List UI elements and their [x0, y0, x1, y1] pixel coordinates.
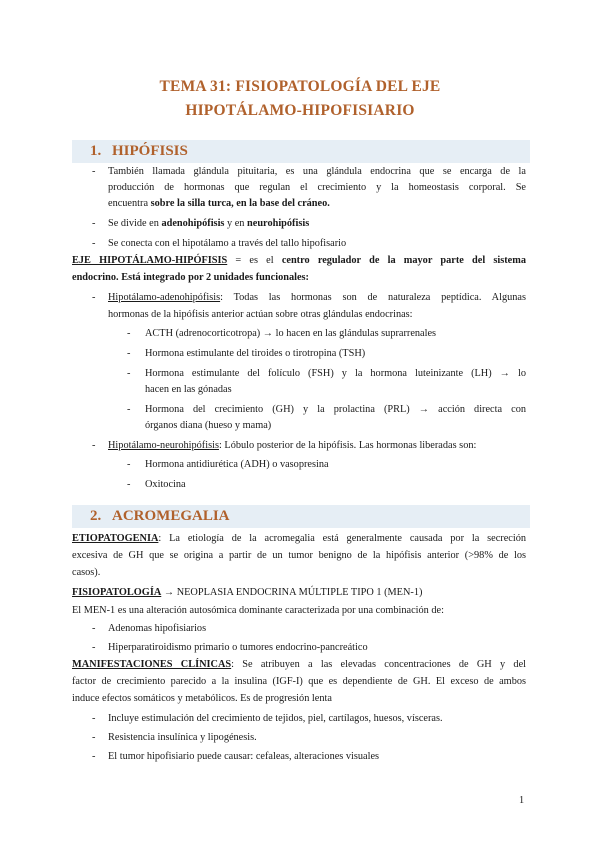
paragraph-line: endocrino. Está integrado por 2 unidades funcionales:: [72, 272, 309, 283]
section-title: ACROMEGALIA: [112, 508, 230, 524]
list-item: Adenomas hipofisiarios: [108, 623, 207, 634]
paragraph-line: FISIOPATOLOGÍA → NEOPLASIA ENDOCRINA MÚLTIPLE TIPO 1 (MEN-1): [72, 587, 423, 598]
bullet-dash: -: [92, 440, 96, 451]
paragraph-line: ETIOPATOGENIA: La etiología de la acromegalia está generalmente causada por la secreción: [72, 533, 526, 544]
paragraph-line: excesiva de GH que se origina a partir de un tumor benigno de la hipófisis anterior (>98% de los: [72, 550, 526, 561]
bullet-dash: -: [92, 238, 96, 249]
list-item: Oxitocina: [145, 479, 186, 490]
document-title-line-1: TEMA 31: FISIOPATOLOGÍA DEL EJE: [159, 78, 441, 95]
paragraph-line: EJE HIPOTÁLAMO-HIPÓFISIS = es el centro regulador de la mayor parte del sistema: [72, 255, 526, 266]
bullet-dash: -: [127, 459, 131, 470]
document-title-line-2: HIPOTÁLAMO-HIPOFISIARIO: [185, 102, 415, 119]
paragraph-line: órganos diana (hueso y mama): [145, 420, 272, 431]
list-item: Hormona del crecimiento (GH) y la prolactina (PRL) → acción directa con: [145, 404, 526, 415]
bullet-dash: -: [127, 404, 131, 415]
paragraph-line: producción de hormonas que regulan el crecimiento y la homeostasis corporal. Se: [108, 182, 526, 193]
section-number: 1.: [90, 143, 102, 159]
bullet-dash: -: [127, 368, 131, 379]
bullet-dash: -: [92, 218, 96, 229]
list-item: Se divide en adenohipófisis y en neurohipófisis: [108, 218, 310, 229]
paragraph-line: induce efectos somáticos y metabólicos. Es de progresión lenta: [72, 693, 332, 704]
paragraph-line: casos).: [72, 567, 101, 578]
paragraph-line: El MEN-1 es una alteración autosómica dominante caracterizada por una combinación de:: [72, 605, 444, 616]
paragraph-line: También llamada glándula pituitaria, es una glándula endocrina que se encarga de la: [108, 166, 526, 177]
bullet-dash: -: [127, 328, 131, 339]
list-item: ACTH (adrenocorticotropa) → lo hacen en las glándulas suprarrenales: [145, 328, 437, 339]
list-item: Resistencia insulínica y lipogénesis.: [108, 732, 257, 743]
bullet-dash: -: [127, 348, 131, 359]
list-item: El tumor hipofisiario puede causar: cefaleas, alteraciones visuales: [108, 751, 380, 762]
section-heading-hipofisis: [72, 140, 530, 163]
list-item: Hiperparatiroidismo primario o tumores endocrino-pancreático: [108, 642, 368, 653]
bullet-dash: -: [92, 292, 96, 303]
list-item: Hormona estimulante del tiroides o tirotropina (TSH): [145, 348, 366, 359]
paragraph-line: MANIFESTACIONES CLÍNICAS: Se atribuyen a las elevadas concentraciones de GH y del: [72, 659, 526, 670]
page-number: 1: [519, 795, 525, 806]
list-item: Hipotálamo-adenohipófisis: Todas las hormonas son de naturaleza peptídica. Algunas: [108, 292, 526, 303]
section-number: 2.: [90, 508, 102, 524]
bullet-dash: -: [92, 623, 96, 634]
section-heading-acromegalia: [72, 505, 530, 528]
bullet-dash: -: [92, 642, 96, 653]
bullet-dash: -: [127, 479, 131, 490]
list-item: Hormona antidiurética (ADH) o vasopresina: [145, 459, 329, 470]
bullet-dash: -: [92, 732, 96, 743]
bullet-dash: -: [92, 166, 96, 177]
paragraph-line: hacen en las gónadas: [145, 384, 232, 395]
paragraph-line: encuentra sobre la silla turca, en la base del cráneo.: [108, 198, 330, 209]
paragraph-line: factor de crecimiento parecido a la insulina (IGF-I) que es dependiente de GH. El exceso de ambos: [72, 676, 526, 687]
section-title: HIPÓFISIS: [112, 143, 188, 159]
list-item: Incluye estimulación del crecimiento de tejidos, piel, cartílagos, huesos, vísceras.: [108, 713, 443, 724]
bullet-dash: -: [92, 751, 96, 762]
list-item: Hormona estimulante del folículo (FSH) y la hormona luteinizante (LH) → lo: [145, 368, 526, 379]
bullet-dash: -: [92, 713, 96, 724]
list-item: Hipotálamo-neurohipófisis: Lóbulo posterior de la hipófisis. Las hormonas liberadas son:: [108, 440, 477, 451]
paragraph-line: hormonas de la hipófisis anterior actúan sobre otras glándulas endocrinas:: [108, 309, 413, 320]
list-item: Se conecta con el hipotálamo a través del tallo hipofisario: [108, 238, 347, 249]
